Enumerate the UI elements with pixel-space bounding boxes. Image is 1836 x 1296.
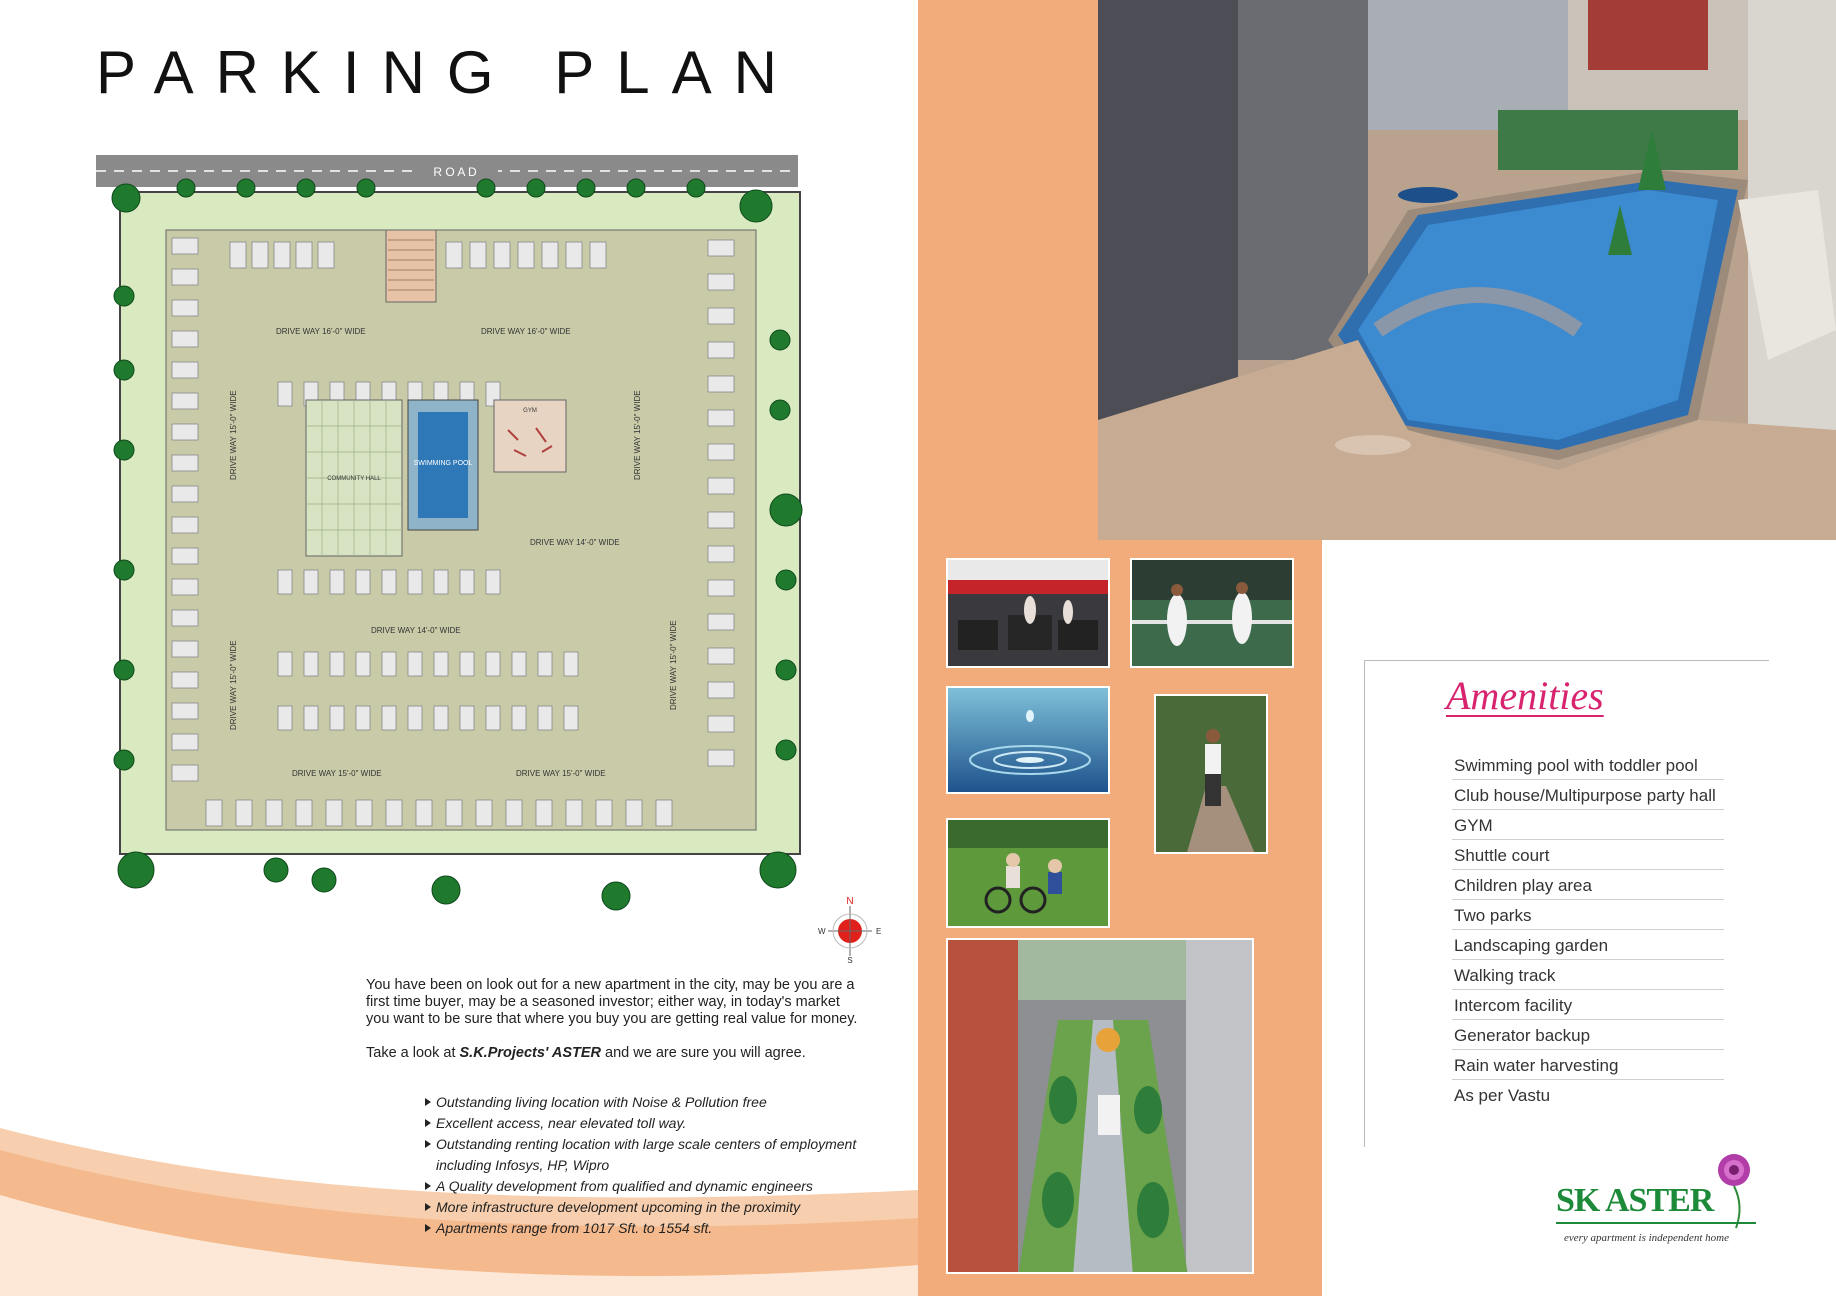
parking-bay	[564, 652, 578, 676]
compass-s: S	[847, 956, 853, 964]
tree-icon	[740, 190, 772, 222]
parking-bay	[708, 308, 734, 324]
parking-bay	[274, 242, 290, 268]
parking-bay	[408, 652, 422, 676]
aster-flower-logo-icon	[1706, 1150, 1766, 1230]
tree-icon	[770, 400, 790, 420]
parking-bay	[172, 362, 198, 378]
driveway-label: DRIVE WAY 15'-0" WIDE	[229, 640, 238, 730]
tree-icon	[776, 740, 796, 760]
parking-bay	[172, 548, 198, 564]
parking-bay	[596, 800, 612, 826]
driveway-label: DRIVE WAY 15'-0" WIDE	[229, 390, 238, 480]
feature-item: A Quality development from qualified and dynamic engineers	[424, 1176, 864, 1197]
parking-bay	[172, 424, 198, 440]
parking-bay	[252, 242, 268, 268]
parking-bay	[330, 652, 344, 676]
parking-bay	[460, 652, 474, 676]
parking-bay	[326, 800, 342, 826]
parking-bay	[708, 648, 734, 664]
tree-icon	[114, 440, 134, 460]
parking-bay	[708, 376, 734, 392]
gym-label: GYM	[523, 408, 537, 414]
parking-bay	[538, 706, 552, 730]
parking-bay	[172, 331, 198, 347]
parking-bay	[434, 706, 448, 730]
parking-bay	[382, 570, 396, 594]
parking-bay	[386, 800, 402, 826]
tree-icon	[627, 179, 645, 197]
tree-icon	[114, 360, 134, 380]
parking-bay	[708, 410, 734, 426]
compass-e: E	[876, 927, 882, 936]
tennis-photo	[1130, 558, 1294, 668]
parking-bay	[266, 800, 282, 826]
amenity-item: Two parks	[1452, 900, 1724, 930]
parking-bay	[626, 800, 642, 826]
parking-bay	[564, 706, 578, 730]
parking-bay	[536, 800, 552, 826]
compass-w: W	[818, 927, 826, 936]
parking-bay	[590, 242, 606, 268]
amenity-item: Club house/Multipurpose party hall	[1452, 780, 1724, 810]
parking-bay	[356, 570, 370, 594]
tree-icon	[114, 286, 134, 306]
tree-icon	[770, 330, 790, 350]
amenity-item: GYM	[1452, 810, 1724, 840]
parking-bay	[356, 800, 372, 826]
tree-icon	[118, 852, 154, 888]
tree-icon	[237, 179, 255, 197]
tree-icon	[577, 179, 595, 197]
water-drop-photo	[946, 686, 1110, 794]
parking-bay	[476, 800, 492, 826]
driveway-label: DRIVE WAY 14'-0" WIDE	[530, 538, 620, 547]
tree-icon	[527, 179, 545, 197]
parking-bay	[494, 242, 510, 268]
parking-bay	[278, 652, 292, 676]
parking-bay	[304, 570, 318, 594]
amenity-item: Landscaping garden	[1452, 930, 1724, 960]
compass-n: N	[846, 896, 854, 907]
driveway-label: DRIVE WAY 15'-0" WIDE	[292, 769, 382, 778]
driveway-label: DRIVE WAY 15'-0" WIDE	[669, 620, 678, 710]
parking-bay	[512, 706, 526, 730]
driveway-label: DRIVE WAY 15'-0" WIDE	[633, 390, 642, 480]
feature-item: Outstanding living location with Noise & Pollution free	[424, 1092, 864, 1113]
courtyard-render-image	[946, 938, 1254, 1274]
tree-icon	[112, 184, 140, 212]
road-label: R O A D	[433, 165, 477, 179]
parking-bay	[446, 800, 462, 826]
parking-bay	[434, 652, 448, 676]
tree-icon	[760, 852, 796, 888]
intro-text	[366, 977, 866, 1079]
gym-photo	[946, 558, 1110, 668]
parking-bay	[408, 706, 422, 730]
tree-icon	[477, 179, 495, 197]
parking-bay	[296, 800, 312, 826]
tree-icon	[177, 179, 195, 197]
parking-bay	[416, 800, 432, 826]
amenity-item: Children play area	[1452, 870, 1724, 900]
parking-bay	[304, 706, 318, 730]
parking-bay	[460, 570, 474, 594]
feature-item: Outstanding renting location with large scale centers of employment including Infosys, HP, Wipro	[424, 1134, 864, 1176]
tree-icon	[312, 868, 336, 892]
parking-bay	[382, 706, 396, 730]
feature-item: Apartments range from 1017 Sft. to 1554 sft.	[424, 1218, 864, 1239]
parking-bay	[172, 672, 198, 688]
tree-icon	[264, 858, 288, 882]
parking-bay	[296, 242, 312, 268]
parking-bay	[708, 444, 734, 460]
parking-bay	[172, 486, 198, 502]
parking-bay	[486, 706, 500, 730]
parking-bay	[518, 242, 534, 268]
parking-bay	[486, 570, 500, 594]
feature-item: Excellent access, near elevated toll way.	[424, 1113, 864, 1134]
parking-bay	[172, 393, 198, 409]
parking-bay	[206, 800, 222, 826]
brand-name: S.K.Projects' ASTER	[459, 1045, 602, 1061]
amenities-list	[1452, 750, 1724, 1109]
logo-tagline: every apartment is independent home	[1564, 1232, 1729, 1244]
parking-bay	[538, 652, 552, 676]
intro-paragraph: You have been on look out for a new apartment in the city, may be you are a first time buyer, may be a seasoned investor; either way, in today's market you want to be sure that where you buy you are getting real value for money.	[366, 977, 858, 1027]
parking-site-plan	[96, 150, 816, 940]
parking-bay	[708, 478, 734, 494]
parking-bay	[172, 703, 198, 719]
swimming-pool-label: SWIMMING POOL	[413, 460, 473, 467]
parking-bay	[708, 750, 734, 766]
parking-bay	[408, 570, 422, 594]
parking-bay	[708, 580, 734, 596]
feature-list	[424, 1092, 864, 1239]
amenities-title: Amenities	[1446, 673, 1604, 718]
parking-bay	[172, 517, 198, 533]
parking-bay	[172, 269, 198, 285]
tree-icon	[432, 876, 460, 904]
parking-bay	[506, 800, 522, 826]
parking-bay	[486, 652, 500, 676]
amenity-item: Swimming pool with toddler pool	[1452, 750, 1724, 780]
parking-bay	[708, 546, 734, 562]
parking-bay	[512, 652, 526, 676]
parking-bay	[230, 242, 246, 268]
jogging-photo	[1154, 694, 1268, 854]
tree-icon	[297, 179, 315, 197]
parking-bay	[172, 734, 198, 750]
parking-bay	[656, 800, 672, 826]
parking-bay	[172, 641, 198, 657]
parking-bay	[460, 706, 474, 730]
parking-bay	[708, 240, 734, 256]
amenity-item: Rain water harvesting	[1452, 1050, 1724, 1080]
feature-item: More infrastructure development upcoming in the proximity	[424, 1197, 864, 1218]
children-cycling-photo	[946, 818, 1110, 928]
amenity-item: Walking track	[1452, 960, 1724, 990]
parking-bay	[708, 716, 734, 732]
parking-bay	[278, 706, 292, 730]
parking-bay	[708, 342, 734, 358]
driveway-label: DRIVE WAY 15'-0" WIDE	[516, 769, 606, 778]
amenity-item: As per Vastu	[1454, 1086, 1551, 1105]
parking-bay	[172, 455, 198, 471]
parking-bay	[278, 570, 292, 594]
tree-icon	[114, 560, 134, 580]
parking-bay	[330, 706, 344, 730]
parking-bay	[708, 682, 734, 698]
logo-name: SK ASTER	[1556, 1182, 1714, 1219]
tree-icon	[770, 494, 802, 526]
parking-bay	[382, 652, 396, 676]
parking-bay	[278, 382, 292, 406]
intro-paragraph-2: Take a look at S.K.Projects' ASTER and we are sure you will agree.	[366, 1045, 806, 1061]
parking-bay	[172, 238, 198, 254]
parking-bay	[542, 242, 558, 268]
driveway-label: DRIVE WAY 16'-0" WIDE	[276, 327, 366, 336]
parking-bay	[330, 570, 344, 594]
parking-bay	[434, 570, 448, 594]
amenity-item: Shuttle court	[1452, 840, 1724, 870]
parking-bay	[236, 800, 252, 826]
parking-bay	[318, 242, 334, 268]
page-title: PARKING PLAN	[96, 39, 800, 106]
parking-bay	[566, 242, 582, 268]
parking-bay	[708, 512, 734, 528]
parking-bay	[172, 610, 198, 626]
amenity-item: Intercom facility	[1452, 990, 1724, 1020]
community-hall-label: COMMUNITY HALL	[327, 476, 381, 482]
driveway-label: DRIVE WAY 16'-0" WIDE	[481, 327, 571, 336]
parking-bay	[708, 614, 734, 630]
parking-bay	[470, 242, 486, 268]
parking-bay	[172, 765, 198, 781]
tree-icon	[687, 179, 705, 197]
tree-icon	[602, 882, 630, 910]
tree-icon	[114, 750, 134, 770]
logo-underline	[1556, 1222, 1776, 1228]
parking-bay	[172, 300, 198, 316]
compass-rose-icon	[808, 894, 892, 964]
parking-bay	[566, 800, 582, 826]
pool-render-image	[1098, 0, 1836, 540]
parking-bay	[708, 274, 734, 290]
tree-icon	[776, 660, 796, 680]
stair-core	[386, 230, 436, 302]
parking-bay	[304, 652, 318, 676]
parking-bay	[356, 652, 370, 676]
parking-bay	[356, 706, 370, 730]
tree-icon	[114, 660, 134, 680]
parking-bay	[446, 242, 462, 268]
amenity-item: Generator backup	[1452, 1020, 1724, 1050]
driveway-label: DRIVE WAY 14'-0" WIDE	[371, 626, 461, 635]
parking-bay	[172, 579, 198, 595]
tree-icon	[357, 179, 375, 197]
tree-icon	[776, 570, 796, 590]
